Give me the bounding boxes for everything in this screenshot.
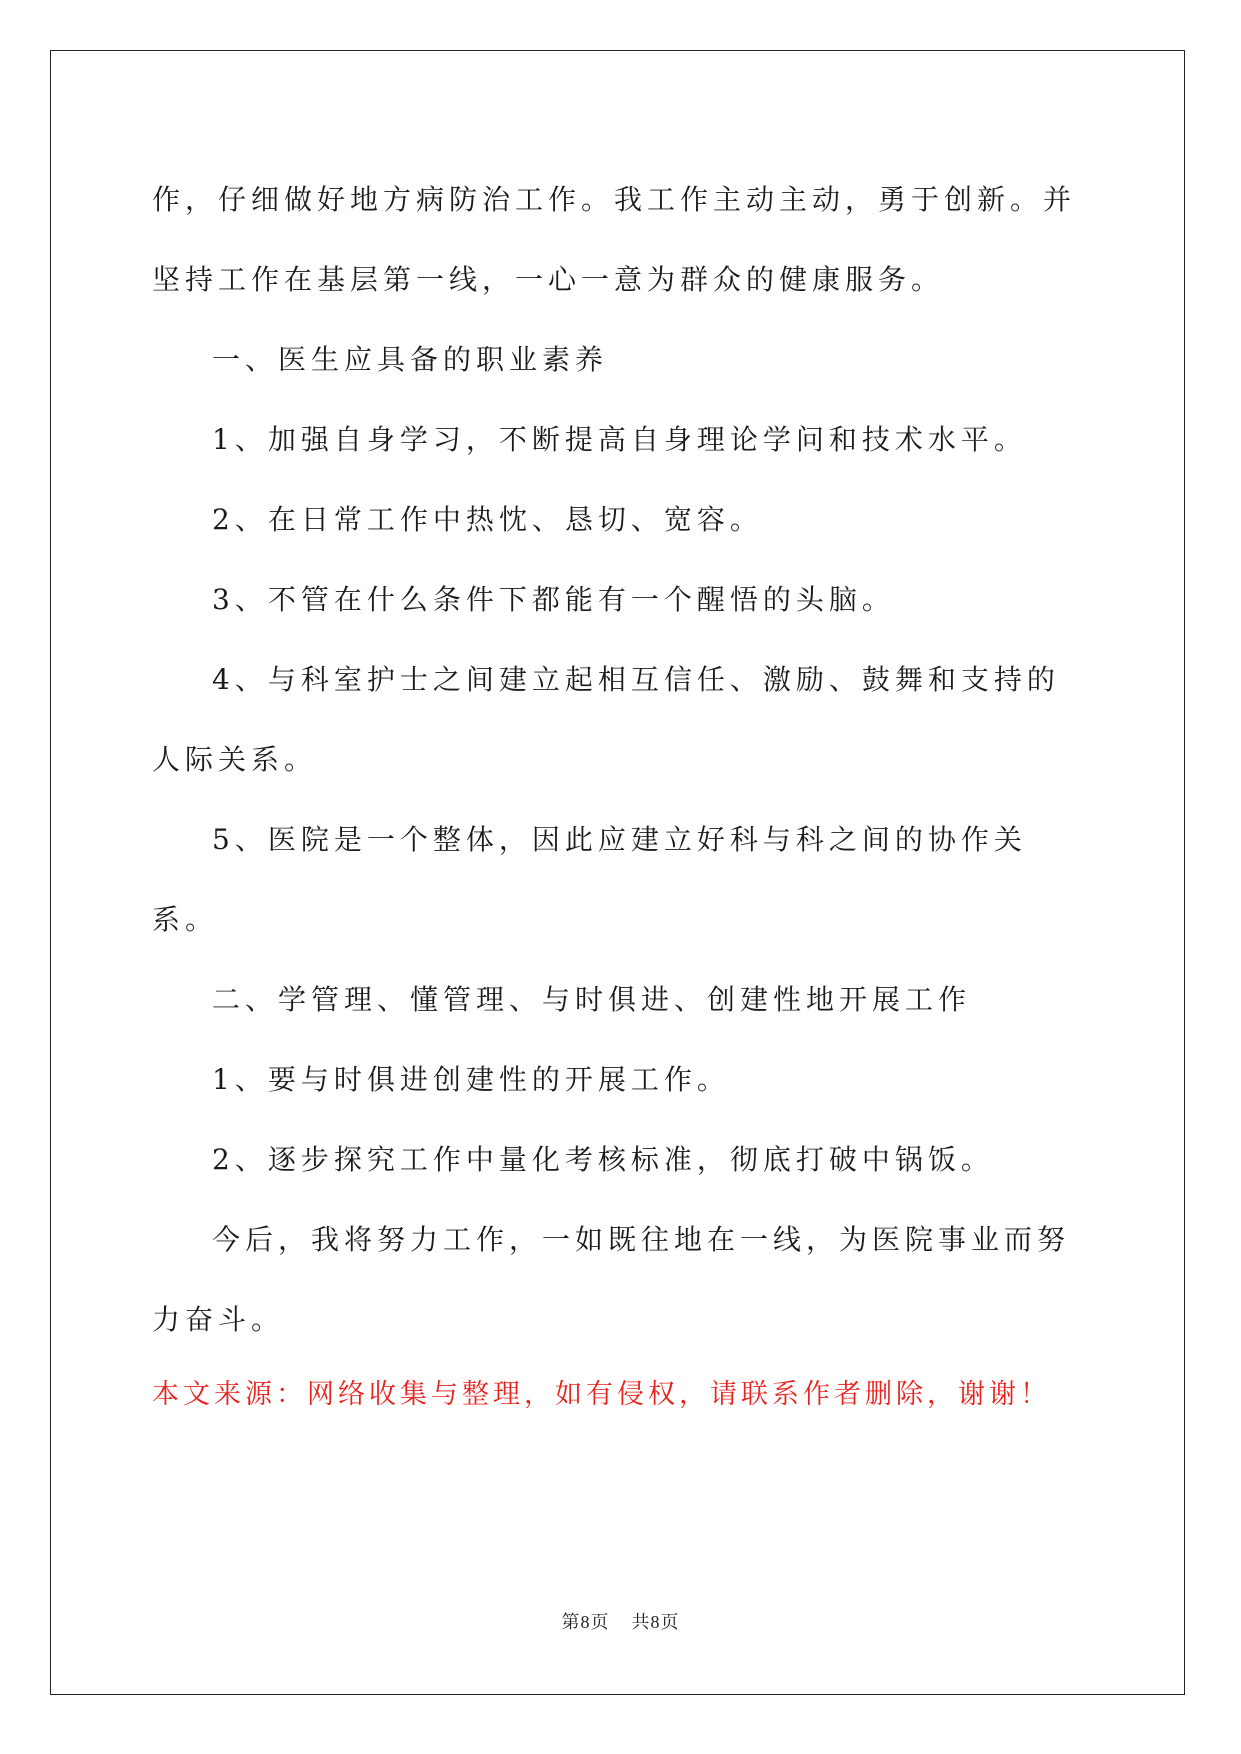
list-item: 3、不管在什么条件下都能有一个醒悟的头脑。 [212, 583, 895, 616]
page-footer [0, 1608, 1241, 1634]
list-item: 1、加强自身学习，不断提高自身理论学问和技术水平。 [212, 423, 1027, 456]
list-item: 2、逐步探究工作中量化考核标准，彻底打破中锅饭。 [212, 1143, 994, 1176]
total-pages: 共8页 [631, 1612, 680, 1632]
closing-paragraph: 今后，我将努力工作，一如既往地在一线，为医院事业而努力奋斗。 [152, 1223, 1071, 1336]
current-page-number: 第8页 [561, 1612, 610, 1632]
section-heading: 二、学管理、懂管理、与时俱进、创建性地开展工作 [212, 983, 972, 1016]
source-note: 本文来源：网络收集与整理，如有侵权，请联系作者删除，谢谢！ [152, 1379, 1051, 1410]
list-item: 5、医院是一个整体，因此应建立好科与科之间的协作关系。 [152, 823, 1027, 936]
document-body [152, 160, 1087, 1360]
paragraph: 作，仔细做好地方病防治工作。我工作主动主动，勇于创新。并坚持工作在基层第一线，一心一意为群众的健康服务。 [152, 183, 1077, 296]
list-item: 2、在日常工作中热忱、恳切、宽容。 [212, 503, 763, 536]
list-item: 1、要与时俱进创建性的开展工作。 [212, 1063, 730, 1096]
section-heading: 一、医生应具备的职业素养 [212, 343, 609, 376]
list-item: 4、与科室护士之间建立起相互信任、激励、鼓舞和支持的人际关系。 [152, 663, 1060, 776]
